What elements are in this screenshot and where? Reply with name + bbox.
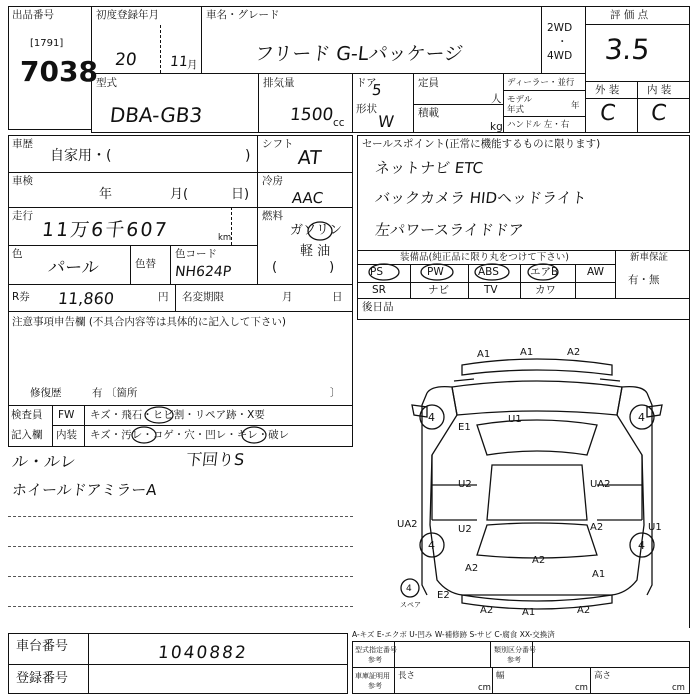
mark-spare-area: E2: [437, 590, 450, 601]
lot-code: [1791]: [30, 38, 64, 49]
fuel-value: ガソリン: [290, 223, 343, 238]
doors-value: 5: [371, 81, 383, 99]
height-cm: cm: [672, 683, 685, 693]
width-label: 幅: [496, 671, 505, 681]
inspection-year: 年: [99, 187, 113, 202]
eval-score: 3.5: [603, 33, 652, 66]
length-cm: cm: [478, 683, 491, 693]
equip-ps: PS: [370, 266, 383, 278]
history-label: 車歴: [12, 138, 33, 150]
history-close: ): [245, 148, 251, 164]
exterior-grade: C: [598, 101, 617, 126]
type-cert-label: 型式指定番号: [355, 646, 397, 654]
equip-sr: SR: [372, 284, 386, 296]
repair-label: 修復歴: [30, 387, 62, 399]
type-cert-ref: 参考: [368, 656, 382, 664]
legend: A-キズ E-エクボ U-凹み W-補修跡 S-サビ C-腐食 XX-交換済: [352, 630, 555, 639]
interior-text: キズ・汚レ・コゲ・穴・凹レ・キレ・破レ: [90, 429, 290, 441]
lot-number: 7038: [20, 55, 98, 88]
length-label: 長さ: [398, 671, 416, 681]
mark-left-mirror: UA2: [397, 519, 418, 530]
tire-spare: 4: [406, 584, 412, 594]
inspector-label: 検査員: [11, 409, 43, 421]
tire-rl: 4: [428, 539, 435, 552]
capacity-label: 定員: [418, 77, 439, 89]
color-code-label: 色コード: [175, 248, 217, 260]
exterior-label: 外 装: [595, 84, 620, 96]
color-label: 色: [12, 248, 23, 260]
fuel-alt: 軽 油: [300, 244, 331, 259]
recycle-label: R券: [12, 291, 30, 303]
inspector-circles: [84, 405, 354, 447]
sales-points-label: セールスポイント(正常に機能するものに限ります): [362, 138, 601, 150]
reg-label: 登録番号: [16, 671, 69, 686]
model-value: DBA-GB3: [108, 103, 204, 127]
mark-rear-center: A1: [522, 607, 536, 618]
interior-entry-label: 内装: [56, 429, 77, 441]
mark-hood: U1: [508, 414, 522, 425]
notes-label: 注意事項申告欄 (不具合内容等は具体的に記入して下さい): [12, 316, 287, 328]
tire-fl: 4: [428, 411, 435, 424]
car-name-label: 車名・グレード: [206, 9, 280, 21]
mark-right-mirror: U1: [648, 522, 662, 533]
fw-text: キズ・飛石・ヒビ割・リペア跡・X要: [90, 409, 265, 421]
mark-left-door-rear: U2: [458, 524, 472, 535]
note-3: ホイールドアミラーA: [11, 481, 158, 499]
model-label: 型式: [96, 77, 117, 89]
mark-left-fender: E1: [458, 422, 471, 433]
model-year-unit: 年: [571, 101, 580, 111]
mark-rear-window: A2: [532, 555, 546, 566]
shape-label: 形状: [356, 103, 377, 115]
color-value: パール: [46, 258, 100, 278]
tire-fr: 4: [638, 411, 645, 424]
history-value: 自家用・(: [50, 148, 112, 164]
capacity-unit: 人: [491, 93, 502, 105]
first-reg-month-unit: 月: [187, 59, 198, 71]
name-change-day: 日: [332, 291, 343, 303]
note-1: ル・ルレ: [11, 452, 77, 471]
repair-close: 〕: [330, 387, 341, 399]
class-label: 類別区分番号: [494, 646, 536, 654]
equip-navi: ナビ: [428, 284, 449, 296]
shift-value: AT: [296, 147, 323, 169]
model-year-label: モデル年式: [507, 95, 533, 115]
chassis-number: 1040882: [156, 643, 249, 663]
name-change-label: 名変期限: [182, 291, 224, 303]
color-change-label: 色替: [135, 258, 156, 270]
spare-label: スペア: [400, 601, 421, 609]
equip-leather: カワ: [535, 284, 556, 296]
tire-rr: 4: [638, 539, 645, 552]
equip-abs: ABS: [478, 266, 499, 278]
car-damage-diagram: [392, 345, 682, 620]
new-car-value: 有・無: [628, 274, 660, 286]
entry-label: 記入欄: [11, 429, 43, 441]
shape-value: W: [377, 112, 395, 131]
first-reg-year: 20: [113, 50, 138, 70]
interior-label: 内 装: [647, 84, 672, 96]
mileage-label: 走行: [12, 210, 33, 222]
repair-value: 有 〔箇所: [92, 387, 138, 399]
first-reg-label: 初度登録年月: [96, 9, 159, 21]
ac-value: AAC: [291, 189, 325, 207]
mark-right-door-front: UA2: [590, 479, 611, 490]
recycle-amount: 11,860: [57, 289, 116, 308]
sales-point-2: バックカメラ HIDヘッドライト: [374, 189, 588, 207]
vehicle-cert-ref: 参考: [368, 682, 382, 690]
equip-aw: AW: [587, 266, 604, 278]
load-unit: kg: [490, 121, 503, 133]
sales-point-1: ネットナビ ETC: [374, 159, 484, 177]
interior-grade: C: [649, 101, 668, 126]
doors-label: ドア: [356, 77, 377, 89]
dealer-label: ディーラー・並行: [507, 78, 575, 88]
lot-label: 出品番号: [12, 9, 54, 21]
drive-dot: ・: [557, 36, 568, 48]
fw-label: FW: [58, 409, 75, 421]
mark-front-right: A2: [567, 347, 581, 358]
inspection-day: 日): [231, 187, 250, 202]
name-change-month: 月: [282, 291, 293, 303]
mileage-value: 11万6千607: [40, 219, 170, 241]
mark-right-rear-quarter: A1: [592, 569, 606, 580]
equip-pw: PW: [427, 266, 444, 278]
load-label: 積載: [418, 107, 439, 119]
handle-label: ハンドル 左・右: [507, 120, 570, 130]
drive-2wd: 2WD: [547, 22, 573, 34]
height-label: 高さ: [594, 671, 612, 681]
inspection-month: 月(: [170, 187, 189, 202]
equip-airbag: エアB: [530, 266, 559, 278]
car-name: フリード G-Lパッケージ: [253, 43, 465, 65]
fuel-circle: [306, 220, 334, 242]
post-label: 後日品: [362, 301, 394, 313]
class-ref: 参考: [507, 656, 521, 664]
mark-front-left: A1: [477, 349, 491, 360]
recycle-unit: 円: [158, 291, 169, 303]
mark-rear-right: A2: [577, 605, 591, 616]
note-2: 下回りS: [185, 450, 246, 469]
equip-tv: TV: [484, 284, 498, 296]
displacement-value: 1500: [288, 105, 335, 125]
inspection-label: 車検: [12, 175, 33, 187]
mark-right-door-rear: A2: [590, 522, 604, 533]
color-code-value: NH624P: [174, 264, 233, 280]
eval-label: 評 価 点: [610, 9, 649, 21]
mark-front-center: A1: [520, 347, 534, 358]
mileage-unit: km: [218, 233, 232, 243]
displacement-unit: cc: [333, 117, 345, 129]
ac-label: 冷房: [262, 175, 283, 187]
shift-label: シフト: [262, 138, 294, 150]
fuel-paren: ( ): [272, 260, 335, 275]
mark-left-door-front: U2: [458, 479, 472, 490]
chassis-label: 車台番号: [16, 639, 69, 654]
vehicle-cert-label: 車庫証明用: [355, 672, 390, 680]
drive-4wd: 4WD: [547, 50, 573, 62]
width-cm: cm: [575, 683, 588, 693]
sales-point-3: 左パワースライドドア: [374, 221, 525, 239]
equip-circles: [357, 263, 617, 283]
equipment-label: 装備品(純正品に限り丸をつけて下さい): [400, 252, 569, 263]
mark-rear-left: A2: [480, 605, 494, 616]
displacement-label: 排気量: [263, 77, 295, 89]
new-car-label: 新車保証: [630, 252, 669, 263]
first-reg-month: 11: [169, 54, 189, 70]
fuel-label: 燃料: [262, 210, 283, 222]
mark-left-rear-quarter: A2: [465, 563, 479, 574]
